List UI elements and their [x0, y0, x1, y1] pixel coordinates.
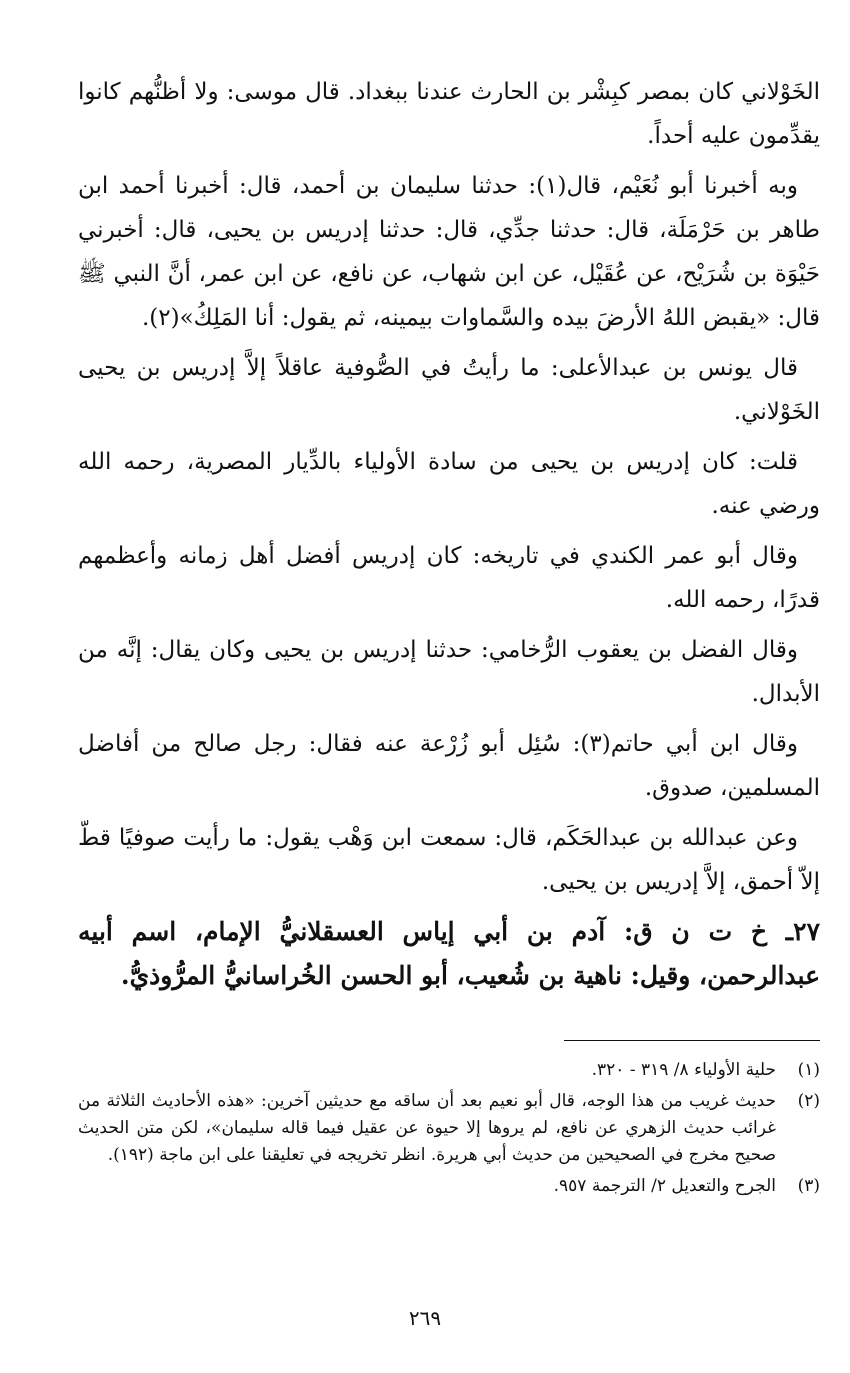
footnote-number: (١) [797, 1060, 820, 1080]
paragraph-kindi: وقال أبو عمر الكندي في تاريخه: كان إدريس أفضل أهل زمانه وأعظمهم قدرًا، رحمه الله. [78, 543, 820, 613]
page-body [78, 70, 820, 998]
paragraph-ibn-abi-hatim: وقال ابن أبي حاتم(٣): سُئِل أبو زُرْعة عنه فقال: رجل صالح من أفاضل المسلمين، صدوق. [78, 731, 820, 801]
biography-entry-heading: ٢٧ـ خ ت ن ق: آدم بن أبي إياس العسقلانيُّ الإمام، اسم أبيه عبدالرحمن، وقيل: ناهية بن شُعيب، أبو الحسن الخُراسانيُّ المرُّوذيُّ. [78, 917, 820, 990]
paragraph-ibn-abdulhakam: وعن عبدالله بن عبدالحَكَم، قال: سمعت ابن وَهْب يقول: ما رأيت صوفيًا قطّ إلاّ أحمق، إلاَّ إدريس بن يحيى. [78, 825, 820, 895]
page-number: ٢٦٩ [408, 1306, 442, 1330]
footnote-divider [564, 1040, 820, 1041]
footnote-text: حديث غريب من هذا الوجه، قال أبو نعيم بعد أن ساقه مع حديثين آخرين: «هذه الأحاديث الثلاثة من غرائب حديث الزهري عن نافع، لم يروها إلا حيوة عن عقيل فيما قاله سليمان»، لكن متن الحديث صحيح مخرج في الصحيحين من حديث أبي هريرة. انظر تخريجه في تعليقنا على ابن ماجة (١٩٢). [78, 1091, 776, 1165]
footnote-text: حلية الأولياء ٨/ ٣١٩ - ٣٢٠. [591, 1060, 776, 1080]
footnote [78, 1088, 820, 1169]
paragraph-author-note: قلت: كان إدريس بن يحيى من سادة الأولياء بالدِّيار المصرية، رحمه الله ورضي عنه. [78, 449, 820, 519]
footnote [78, 1173, 820, 1200]
footnote-text: الجرح والتعديل ٢/ الترجمة ٩٥٧. [553, 1176, 776, 1196]
footnote-number: (٣) [797, 1176, 820, 1196]
paragraph-rukhami: وقال الفضل بن يعقوب الرُّخامي: حدثنا إدريس بن يحيى وكان يقال: إنَّه من الأبدال. [78, 637, 820, 707]
footnote [78, 1057, 820, 1084]
footnote-number: (٢) [797, 1091, 820, 1111]
paragraph-yunus: قال يونس بن عبدالأعلى: ما رأيتُ في الصُّوفية عاقلاً إلاَّ إدريس بن يحيى الخَوْلاني. [78, 355, 820, 425]
footnotes [78, 1040, 820, 1204]
paragraph-continuation: الخَوْلاني كان بمصر كبِشْر بن الحارث عندنا ببغداد. قال موسى: ولا أظنُّهم كانوا يقدِّمون عليه أحداً. [78, 79, 820, 149]
paragraph-hadith: وبه أخبرنا أبو نُعَيْم، قال(١): حدثنا سليمان بن أحمد، قال: أخبرنا أحمد ابن طاهر بن حَرْمَلَة، قال: حدثنا جدِّي، قال: حدثنا إدريس بن يحيى، قال: أخبرني حَيْوَة بن شُرَيْح، عن عُقَيْل، عن ابن شهاب، عن نافع، عن ابن عمر، أنَّ النبي ﷺ قال: «يقبض اللهُ الأرضَ بيده والسَّماوات بيمينه، ثم يقول: أنا المَلِكُ»(٢). [78, 173, 820, 331]
